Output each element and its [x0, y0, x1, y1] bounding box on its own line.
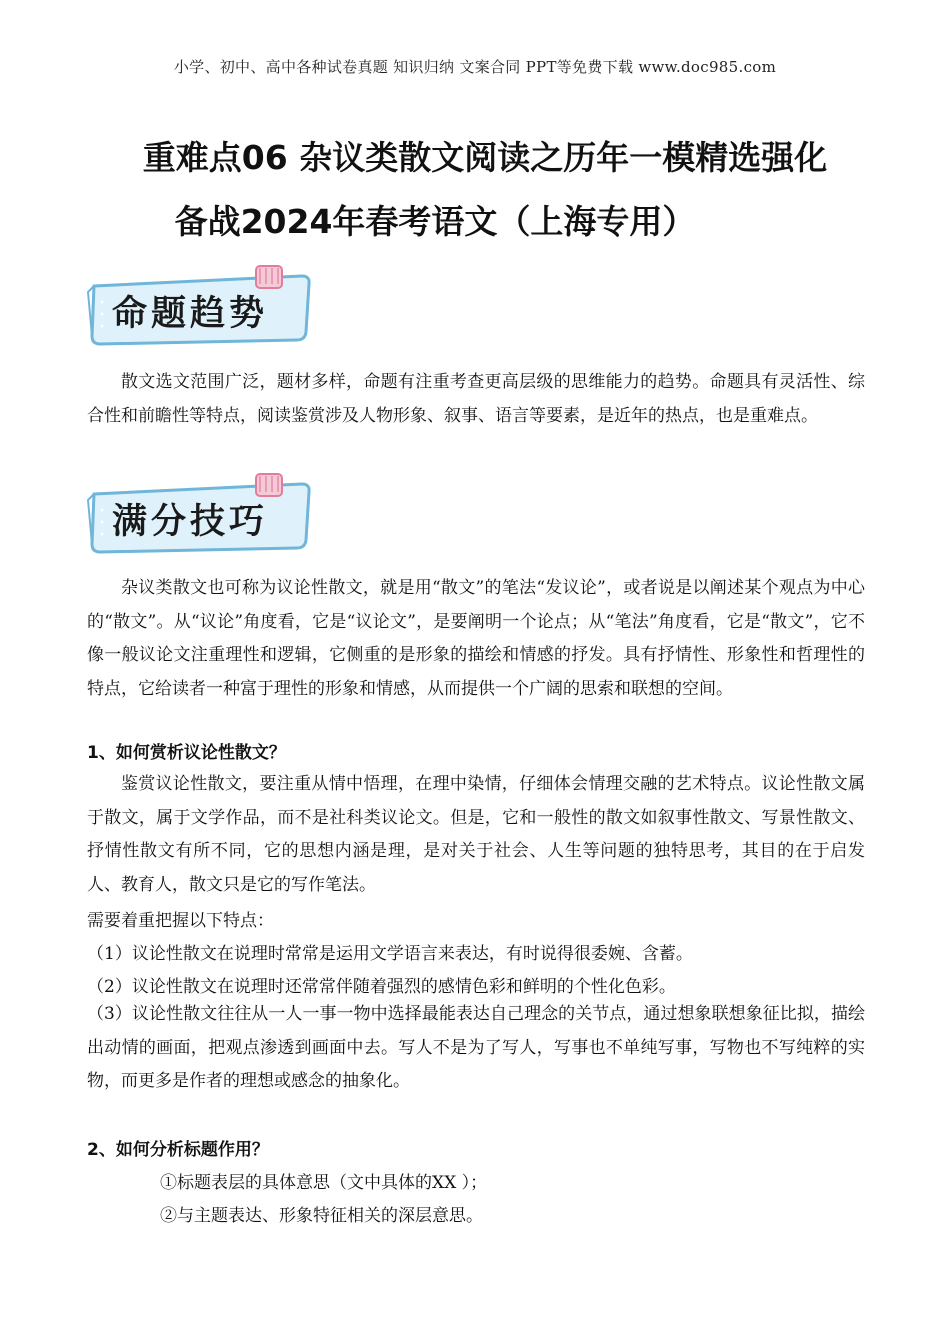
title-analysis-item-1: ①标题表层的具体意思（文中具体的XX ）；	[160, 1173, 488, 1193]
page-title-line2: 备战2024年春考语文（上海专用）	[174, 202, 696, 241]
question1-heading: 1、如何赏析议论性散文？	[87, 743, 286, 763]
title-analysis-item-2: ②与主题表达、形象特征相关的深层意思。	[160, 1206, 483, 1226]
section-tag-label: 满分技巧	[112, 502, 269, 542]
paper-clip-icon	[256, 266, 282, 288]
question1-lead: 需要着重把握以下特点：	[87, 911, 274, 931]
section-tag-skills	[80, 470, 315, 558]
trend-paragraph: 散文选文范围广泛，题材多样，命题有注重考查更高层级的思维能力的趋势。命题具有灵活性、综合性和前瞻性等特点，阅读鉴赏涉及人物形象、叙事、语言等要素，是近年的热点，也是重难点。	[87, 372, 865, 426]
point-1: （1）议论性散文在说理时常常是运用文学语言来表达，有时说得很委婉、含蓄。	[87, 944, 693, 964]
section-tag-label: 命题趋势	[112, 294, 269, 334]
question2-heading: 2、如何分析标题作用？	[87, 1140, 269, 1160]
question1-paragraph: 鉴赏议论性散文，要注重从情中悟理，在理中染情，仔细体会情理交融的艺术特点。议论性散文属于散文，属于文学作品，而不是社科类议论文。但是，它和一般性的散文如叙事性散文、写景性散文、抒情性散文有所不同，它的思想内涵是理，是对关于社会、人生等问题的独特思考，其目的在于启发人、教育人，散文只是它的写作笔法。	[87, 774, 865, 895]
paper-clip-icon	[256, 474, 282, 496]
skills-intro-paragraph: 杂议类散文也可称为议论性散文，就是用“散文”的笔法“发议论”，或者说是以阐述某个观点为中心的“散文”。从“议论”角度看，它是“议论文”，是要阐明一个论点；从“笔法”角度看，它是“散文”，它不像一般议论文注重理性和逻辑，它侧重的是形象的描绘和情感的抒发。具有抒情性、形象性和哲理性的特点，它给读者一种富于理性的形象和情感，从而提供一个广阔的思索和联想的空间。	[87, 578, 865, 699]
point-3: （3）议论性散文往往从一人一事一物中选择最能表达自己理念的关节点，通过想象联想象征比拟，描绘出动情的画面，把观点渗透到画面中去。写人不是为了写人，写事也不单纯写事，写物也不写纯粹的实物，而更多是作者的理想或感念的抽象化。	[87, 1004, 865, 1091]
section-tag-trend	[80, 262, 315, 350]
site-banner: 小学、初中、高中各种试卷真题 知识归纳 文案合同 PPT等免费下载 www.doc985.com	[173, 58, 777, 76]
page-title-line1: 重难点06 杂议类散文阅读之历年一模精选强化	[142, 138, 828, 177]
point-2: （2）议论性散文在说理时还常常伴随着强烈的感情色彩和鲜明的个性化色彩。	[87, 977, 676, 997]
